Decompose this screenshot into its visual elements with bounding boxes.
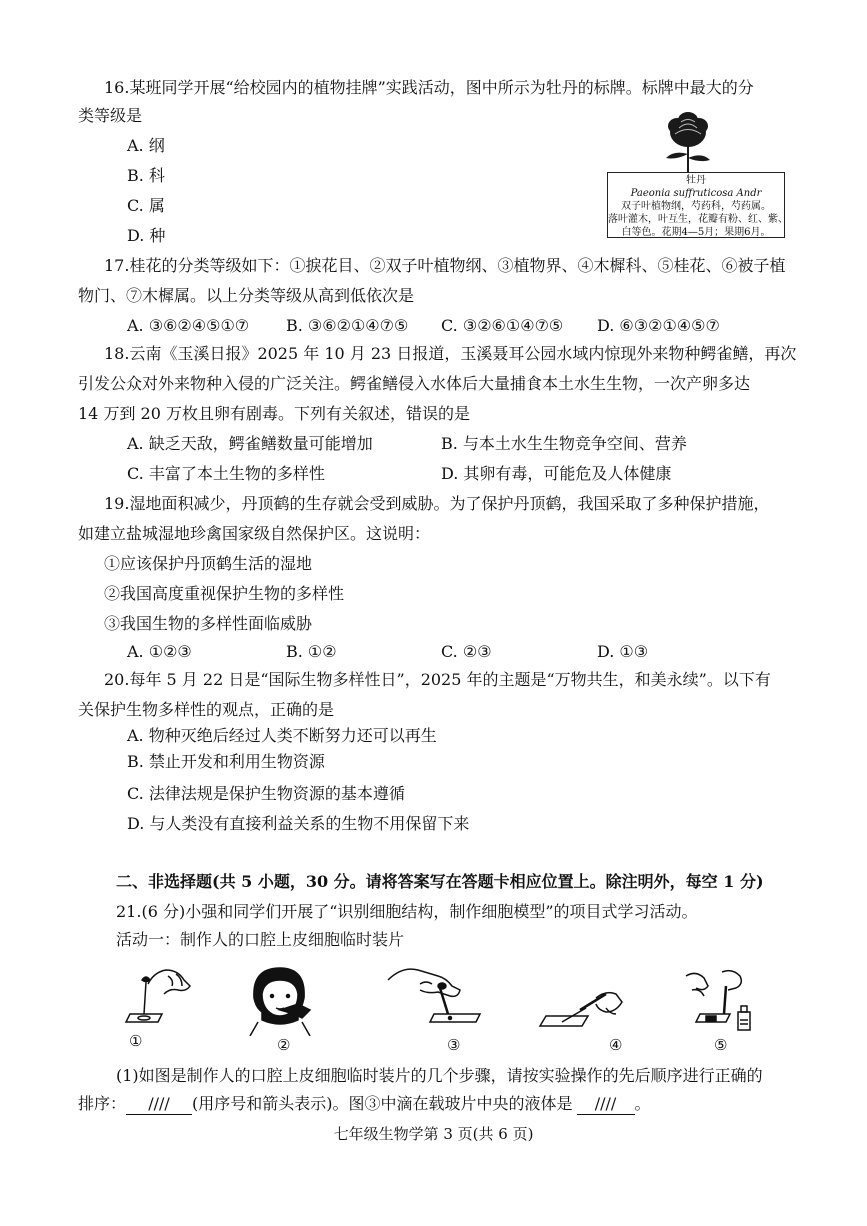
- page-footer: 七年级生物学第 3 页(共 6 页): [333, 1125, 534, 1143]
- peony-flower-icon: [655, 108, 721, 174]
- q17-stem-line2: 物门、⑦木樨属。以上分类等级从高到低依次是: [78, 286, 415, 305]
- plaque-line1: 双子叶植物纲，芍药科，芍药属。: [621, 201, 771, 212]
- q19-option-b: B. ①②: [286, 642, 337, 661]
- section2-heading: 二、非选择题(共 5 小题，30 分。请将答案写在答题卡相应位置上。除注明外，每空 1 分): [116, 872, 764, 891]
- q18-stem-line1: 18.云南《玉溪日报》2025 年 10 月 23 日报道，玉溪聂耳公园水域内惊现外来物种鳄雀鳝，再次: [104, 344, 797, 363]
- plaque-title: 牡丹: [686, 175, 706, 186]
- q17-option-a: A. ③⑥②④⑤①⑦: [127, 316, 250, 335]
- peony-plaque: [607, 172, 788, 238]
- step1-drip-water-figure: [118, 962, 196, 1030]
- q20-option-b: B. 禁止开发和利用生物资源: [127, 752, 325, 771]
- q21-activity1: 活动一：制作人的口腔上皮细胞临时装片: [116, 930, 405, 949]
- answer-blank-order[interactable]: ////: [126, 1094, 192, 1115]
- q19-statement-3: ③我国生物的多样性面临威胁: [104, 614, 313, 633]
- q18-option-c: C. 丰富了本土生物的多样性: [127, 464, 325, 483]
- q18-option-a: A. 缺乏天敌，鳄雀鳝数量可能增加: [127, 434, 373, 453]
- plaque-line3: 白等色。花期4—5月；果期6月。: [621, 227, 771, 238]
- q19-statement-1: ①应该保护丹顶鹤生活的湿地: [104, 554, 313, 573]
- q19-statement-2: ②我国高度重视保护生物的多样性: [104, 584, 345, 603]
- q21-sub1-middle: (用序号和箭头表示)。图③中滴在载玻片中央的液体是: [192, 1094, 573, 1113]
- figure-label-2: ②: [277, 1036, 291, 1054]
- q17-stem-line1: 17.桂花的分类等级如下：①捩花目、②双子叶植物纲、③植物界、④木樨科、⑤桂花、⑥被子植: [104, 256, 786, 275]
- q17-option-b: B. ③⑥②①④⑦⑤: [286, 316, 409, 335]
- q20-option-d: D. 与人类没有直接利益关系的生物不用保留下来: [127, 814, 470, 833]
- q21-sub1-end: 。: [634, 1094, 651, 1113]
- q16-stem-line1: 16.某班同学开展“给校园内的植物挂牌”实践活动，图中所示为牡丹的标牌。标牌中最大的分: [104, 78, 754, 97]
- q18-option-b: B. 与本土水生生物竞争空间、营养: [441, 434, 687, 453]
- q19-stem-line1: 19.湿地面积减少，丹顶鹤的生存就会受到威胁。为了保护丹顶鹤，我国采取了多种保护措施，: [104, 494, 770, 513]
- q21-intro: 21.(6 分)小强和同学们开展了“识别细胞结构，制作细胞模型”的项目式学习活动。: [116, 902, 698, 921]
- q21-sub1-line2: [78, 1094, 651, 1115]
- q16-option-d: D. 种: [127, 226, 166, 245]
- figure-label-1: ①: [129, 1032, 143, 1050]
- q20-option-a: A. 物种灭绝后经过人类不断努力还可以再生: [127, 726, 437, 745]
- q16-option-c: C. 属: [127, 196, 165, 215]
- q18-stem-line2: 引发公众对外来物种入侵的广泛关注。鳄雀鳝侵入水体后大量捕食本土水生生物，一次产卵多达: [78, 374, 751, 393]
- answer-blank-liquid[interactable]: ////: [577, 1094, 635, 1115]
- q21-sub1-prefix: 排序：: [78, 1094, 127, 1113]
- q17-option-c: C. ③②⑥①④⑦⑤: [441, 316, 564, 335]
- step5-stain-figure: [682, 966, 754, 1034]
- q18-option-d: D. 其卵有毒，可能危及人体健康: [441, 464, 672, 483]
- q16-stem-line2: 类等级是: [78, 106, 143, 125]
- q17-option-d: D. ⑥③②①④⑤⑦: [597, 316, 720, 335]
- q20-stem-line2: 关保护生物多样性的观点，正确的是: [78, 700, 335, 719]
- step3-dropper-figure: [384, 960, 484, 1032]
- figure-label-3: ③: [447, 1036, 461, 1054]
- q16-option-b: B. 科: [127, 166, 165, 185]
- q19-stem-line2: 如建立盐城湿地珍禽国家级自然保护区。这说明：: [78, 524, 431, 543]
- figure-label-5: ⑤: [714, 1036, 728, 1054]
- q19-option-c: C. ②③: [441, 642, 492, 661]
- q19-option-a: A. ①②③: [127, 642, 192, 661]
- figure-label-4: ④: [609, 1036, 623, 1054]
- q21-sub1-line1: (1)如图是制作人的口腔上皮细胞临时装片的几个步骤，请按实验操作的先后顺序进行正确的: [116, 1066, 763, 1085]
- q16-option-a: A. 纲: [127, 136, 165, 155]
- plaque-line2: 落叶灌木，叶互生，花瓣有粉、红、紫、: [608, 214, 788, 225]
- q19-option-d: D. ①③: [597, 642, 649, 661]
- plaque-latin-name: Paeonia suffruticosa Andr: [630, 188, 762, 199]
- step4-coverslip-figure: [536, 988, 626, 1034]
- q20-stem-line1: 20.每年 5 月 22 日是“国际生物多样性日”，2025 年的主题是“万物共生，和美永续”。以下有: [104, 670, 771, 689]
- q20-option-c: C. 法律法规是保护生物资源的基本遵循: [127, 784, 405, 803]
- q18-stem-line3: 14 万到 20 万枚且卵有剧毒。下列有关叙述，错误的是: [78, 404, 470, 423]
- step2-scrape-cheek-figure: [240, 962, 320, 1036]
